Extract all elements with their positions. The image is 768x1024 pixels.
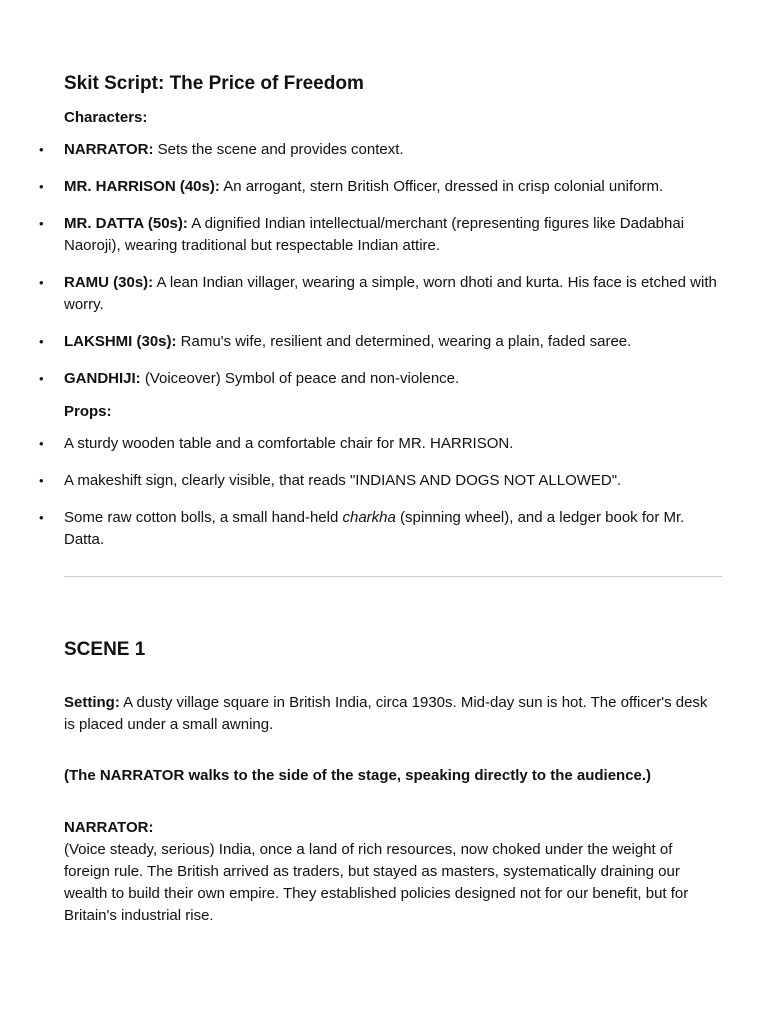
list-item-gandhiji [0,368,768,390]
list-item-lakshmi [0,331,768,353]
character-desc: A dignified Indian intellectual/merchant (representing figures like Dadabhai Naoroji), wearing traditional but respectable Indian attire. [64,215,685,254]
prop-text: Some raw cotton bolls, a small hand-held [64,509,343,526]
list-item-datta [0,213,768,257]
list-item-prop [0,507,768,551]
list-item-prop: • A sturdy wooden table and a comfortable chair for MR. HARRISON. [0,433,768,455]
stage-direction: (The NARRATOR walks to the side of the stage, speaking directly to the audience.) [64,767,652,784]
speaker-label: NARRATOR: [64,819,154,836]
horizontal-divider [64,576,722,577]
character-desc: A lean Indian villager, wearing a simple, worn dhoti and kurta. His face is etched with worry. [64,274,717,313]
list-item-harrison [0,176,768,198]
props-list [0,433,768,566]
character-name: NARRATOR: [64,141,154,158]
speech-text: (Voice steady, serious) India, once a land of rich resources, now choked under the weight of foreign rule. The British arrived as traders, but stayed as masters, systematically draining our wealth to build their own empire. They established policies designed not for our benefit, but for Britain's industrial rise. [64,841,689,924]
character-desc: An arrogant, stern British Officer, dressed in crisp colonial uniform. [219,178,664,195]
prop-text: (spinning wheel), and a ledger book for Mr. Datta. [64,509,685,548]
list-item-narrator [0,139,768,161]
characters-heading: Characters: [64,109,148,126]
prop-emphasis: charkha [342,509,396,526]
character-desc: (Voiceover) Symbol of peace and non-violence. [140,370,460,387]
character-desc: Ramu's wife, resilient and determined, wearing a plain, faded saree. [176,333,632,350]
list-item-prop: • A makeshift sign, clearly visible, that reads "INDIANS AND DOGS NOT ALLOWED". [0,470,768,492]
character-name: RAMU (30s): [64,274,154,291]
characters-list [0,139,768,405]
list-item-ramu [0,272,768,316]
scene-heading: SCENE 1 [64,639,146,660]
character-name: MR. HARRISON (40s): [64,178,220,195]
setting-text: A dusty village square in British India, circa 1930s. Mid-day sun is hot. The officer's desk is placed under a small awning. [64,694,708,733]
props-heading: Props: [64,403,112,420]
setting-label: Setting: [64,694,120,711]
character-name: LAKSHMI (30s): [64,333,177,350]
character-name: GANDHIJI: [64,370,141,387]
character-desc: Sets the scene and provides context. [153,141,404,158]
character-name: MR. DATTA (50s): [64,215,188,232]
page-title: Skit Script: The Price of Freedom [64,73,364,94]
setting-paragraph [64,692,714,736]
